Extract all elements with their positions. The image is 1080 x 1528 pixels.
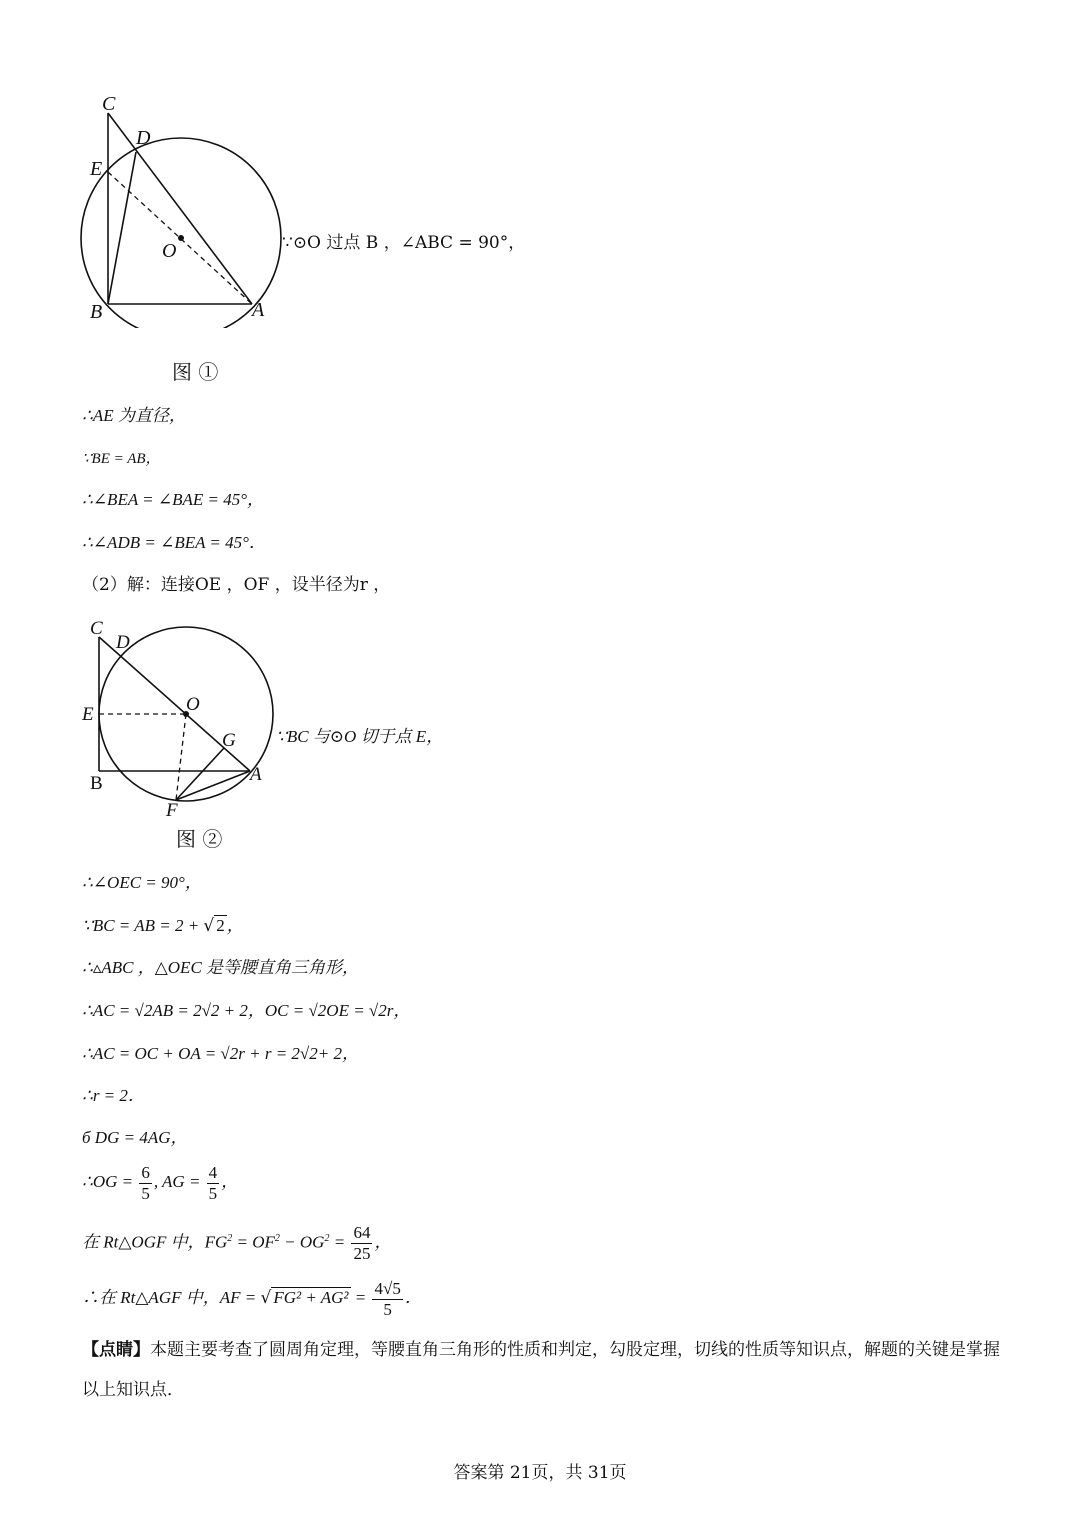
og-end: ，: [221, 1172, 239, 1191]
og-den: 5: [141, 1183, 150, 1203]
line-angle-oec: ∴∠OEC = 90°，: [82, 873, 202, 892]
segment-bd: [108, 152, 136, 304]
line-ac-sum: ∴AC = OC + OA = √2r + r = 2√2+ 2，: [82, 1044, 359, 1063]
line-r-value: ∴r = 2．: [82, 1086, 145, 1105]
line-ae-diameter: ∴AE 为直径，: [82, 406, 186, 425]
af-fraction: [372, 1279, 402, 1320]
segment-ca: [108, 113, 252, 304]
af-eq: =: [350, 1288, 371, 1307]
ag-num: 4: [208, 1162, 218, 1182]
circle-o: [81, 138, 281, 328]
og-prefix: ∴OG =: [82, 1172, 138, 1191]
figure-2-caption: 图 ②: [176, 827, 223, 851]
af-prefix: ∴在 Rt△AGF 中，AF =: [82, 1288, 261, 1307]
ag-fraction: [207, 1163, 220, 1204]
line-angle-adb: ∴∠ADB = ∠BEA = 45°．: [82, 533, 266, 552]
label-c: C: [102, 93, 116, 115]
comment-tag: 【点睛】: [82, 1340, 150, 1360]
line-bc-ab-end: ，: [226, 916, 244, 935]
af-num: 4√5: [374, 1278, 401, 1298]
label-g-2: G: [222, 730, 236, 751]
line-og-ag: [82, 1162, 238, 1204]
figure-1-caption: 图 ①: [172, 360, 219, 384]
segment-fg: [176, 748, 224, 800]
af-radicand: FG² + AG²: [273, 1288, 349, 1307]
figure-1: [78, 88, 288, 328]
og-fraction: [139, 1163, 152, 1204]
label-e: E: [90, 158, 103, 180]
fg-prefix: 在 Rt△OGF 中，FG: [82, 1232, 228, 1252]
ag-den: 5: [208, 1183, 218, 1203]
line-be-ab: ∵BE = AB，: [82, 451, 161, 467]
line-angle-bea: ∴∠BEA = ∠BAE = 45°，: [82, 490, 265, 509]
fg-sup: 2: [227, 1233, 233, 1244]
label-f-2: F: [166, 800, 178, 821]
fg-end: ，: [374, 1232, 392, 1252]
label-o: O: [162, 240, 177, 262]
figure-2: [78, 612, 288, 822]
center-point: [178, 235, 184, 241]
line-bc-ab: [82, 914, 244, 938]
label-e-2: E: [82, 704, 94, 725]
eq-part: =: [329, 1232, 350, 1252]
ag-prefix: , AG =: [153, 1172, 205, 1191]
figure-2-svg: [78, 612, 288, 822]
og-num: 6: [141, 1162, 150, 1182]
label-b-2: B: [90, 773, 103, 794]
figure-1-note: ∵⊙O 过点 B ，∠ABC = 90°，: [282, 233, 526, 253]
line-dg-ag: б DG = 4AG，: [82, 1128, 188, 1147]
line-bc-ab-text: ∵BC = AB = 2 +: [82, 916, 204, 935]
label-d: D: [136, 127, 151, 149]
comment-paragraph: [82, 1330, 1002, 1410]
figure-1-svg: [78, 88, 288, 328]
comment-text: 本题主要考查了圆周角定理，等腰直角三角形的性质和判定，勾股定理，切线的性质等知识点，解题的关键是掌握以上知识点．: [82, 1340, 1000, 1400]
sqrt-value: 2: [216, 916, 225, 935]
line-af-value: [82, 1278, 422, 1320]
line-isosceles: ∴▵ABC ，△OEC 是等腰直角三角形，: [82, 958, 360, 977]
of-sup: 2: [274, 1233, 280, 1244]
figure-2-note: ∵BC 与⊙O 切于点 E，: [276, 727, 444, 746]
label-a-2: A: [250, 764, 262, 785]
of-part: = OF: [232, 1232, 275, 1252]
label-b: B: [90, 301, 103, 323]
line-ac-oc: ∴AC = √2AB = 2√2 + 2，OC = √2OE = √2r，: [82, 1001, 411, 1020]
sqrt-sign: √: [203, 916, 215, 936]
segment-fa: [176, 771, 250, 800]
fg-den: 25: [353, 1244, 371, 1264]
af-den: 5: [383, 1299, 392, 1319]
og-part: − OG: [279, 1232, 325, 1252]
af-end: ．: [404, 1288, 422, 1307]
fg-num: 64: [353, 1223, 371, 1243]
line-part2-start: （2）解：连接OE ，OF ，设半径为r ，: [82, 575, 391, 595]
label-d-2: D: [116, 632, 130, 653]
label-a: A: [252, 299, 265, 321]
af-sqrt-sign: √: [260, 1288, 272, 1308]
segment-of-dashed: [176, 714, 186, 800]
page-footer: 答案第 21页，共 31页: [453, 1463, 627, 1483]
label-o-2: O: [186, 694, 200, 715]
fg-fraction: [351, 1223, 372, 1264]
line-fg-squared: [82, 1219, 391, 1264]
label-c-2: C: [90, 618, 103, 639]
og-sup: 2: [324, 1233, 330, 1244]
